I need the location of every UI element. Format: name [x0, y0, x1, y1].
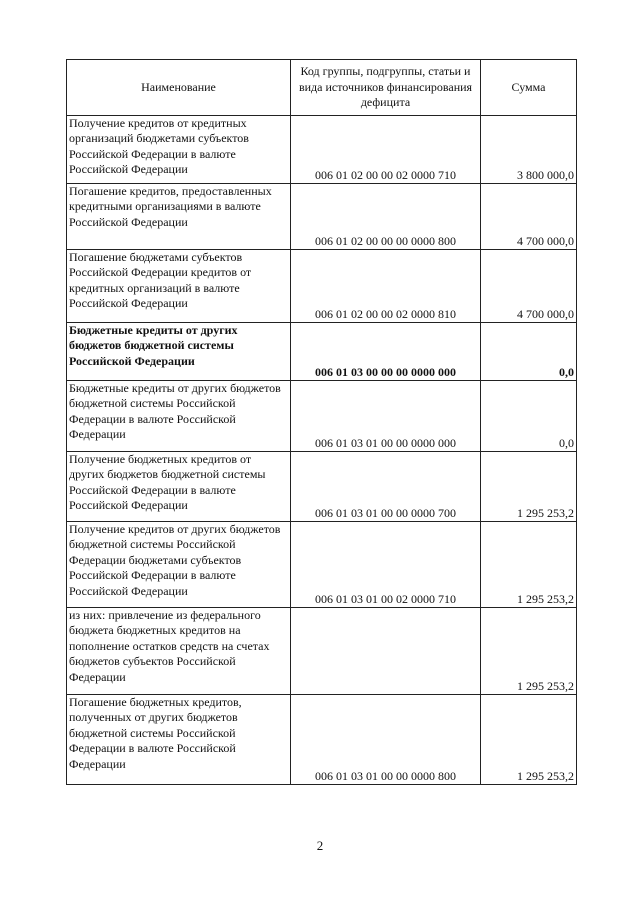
row-name: Получение кредитов от других бюджетов бюджетной системы Российской Федерации бюджетами субъектов Российской Федерации в валюте Российской Федерации — [67, 522, 291, 608]
row-code: 006 01 02 00 00 02 0000 710 — [291, 116, 481, 184]
row-name: Получение бюджетных кредитов от других бюджетов бюджетной системы Российской Федерации в валюте Российской Федерации — [67, 452, 291, 522]
row-name: Погашение кредитов, предоставленных кредитными организациями в валюте Российской Федерации — [67, 184, 291, 250]
row-code: 006 01 03 01 00 00 0000 800 — [291, 695, 481, 785]
row-sum: 3 800 000,0 — [481, 116, 577, 184]
row-name: Получение кредитов от кредитных организаций бюджетами субъектов Российской Федерации в валюте Российской Федерации — [67, 116, 291, 184]
row-sum: 4 700 000,0 — [481, 250, 577, 323]
row-sum: 1 295 253,2 — [481, 695, 577, 785]
row-code: 006 01 02 00 00 00 0000 800 — [291, 184, 481, 250]
table-row — [67, 116, 577, 184]
table-row — [67, 381, 577, 452]
table-row — [67, 250, 577, 323]
table-row-bold — [67, 323, 577, 381]
table-row — [67, 452, 577, 522]
row-sum: 1 295 253,2 — [481, 608, 577, 695]
financing-sources-table — [66, 59, 577, 785]
row-name: Бюджетные кредиты от других бюджетов бюджетной системы Российской Федерации в валюте Российской Федерации — [67, 381, 291, 452]
row-code — [291, 608, 481, 695]
header-code: Код группы, подгруппы, статьи и вида источников финансирования дефицита — [291, 60, 481, 116]
header-name: Наименование — [67, 60, 291, 116]
table-row — [67, 522, 577, 608]
row-name: из них: привлечение из федерального бюджета бюджетных кредитов на пополнение остатков средств на счетах бюджетов субъектов Российской Федерации — [67, 608, 291, 695]
row-code: 006 01 03 01 00 00 0000 000 — [291, 381, 481, 452]
row-code: 006 01 02 00 00 02 0000 810 — [291, 250, 481, 323]
row-sum: 4 700 000,0 — [481, 184, 577, 250]
row-name: Погашение бюджетных кредитов, полученных от других бюджетов бюджетной системы Российской Федерации в валюте Российской Федерации — [67, 695, 291, 785]
row-code: 006 01 03 01 00 00 0000 700 — [291, 452, 481, 522]
row-sum: 1 295 253,2 — [481, 522, 577, 608]
row-code: 006 01 03 00 00 00 0000 000 — [291, 323, 481, 381]
row-sum: 0,0 — [481, 323, 577, 381]
table-row — [67, 608, 577, 695]
header-sum: Сумма — [481, 60, 577, 116]
table-row — [67, 184, 577, 250]
row-name: Бюджетные кредиты от других бюджетов бюджетной системы Российской Федерации — [67, 323, 291, 381]
page-number: 2 — [316, 838, 324, 853]
row-code: 006 01 03 01 00 02 0000 710 — [291, 522, 481, 608]
table-header-row — [67, 60, 577, 116]
row-sum: 1 295 253,2 — [481, 452, 577, 522]
row-sum: 0,0 — [481, 381, 577, 452]
table-row — [67, 695, 577, 785]
row-name: Погашение бюджетами субъектов Российской Федерации кредитов от кредитных организаций в валюте Российской Федерации — [67, 250, 291, 323]
